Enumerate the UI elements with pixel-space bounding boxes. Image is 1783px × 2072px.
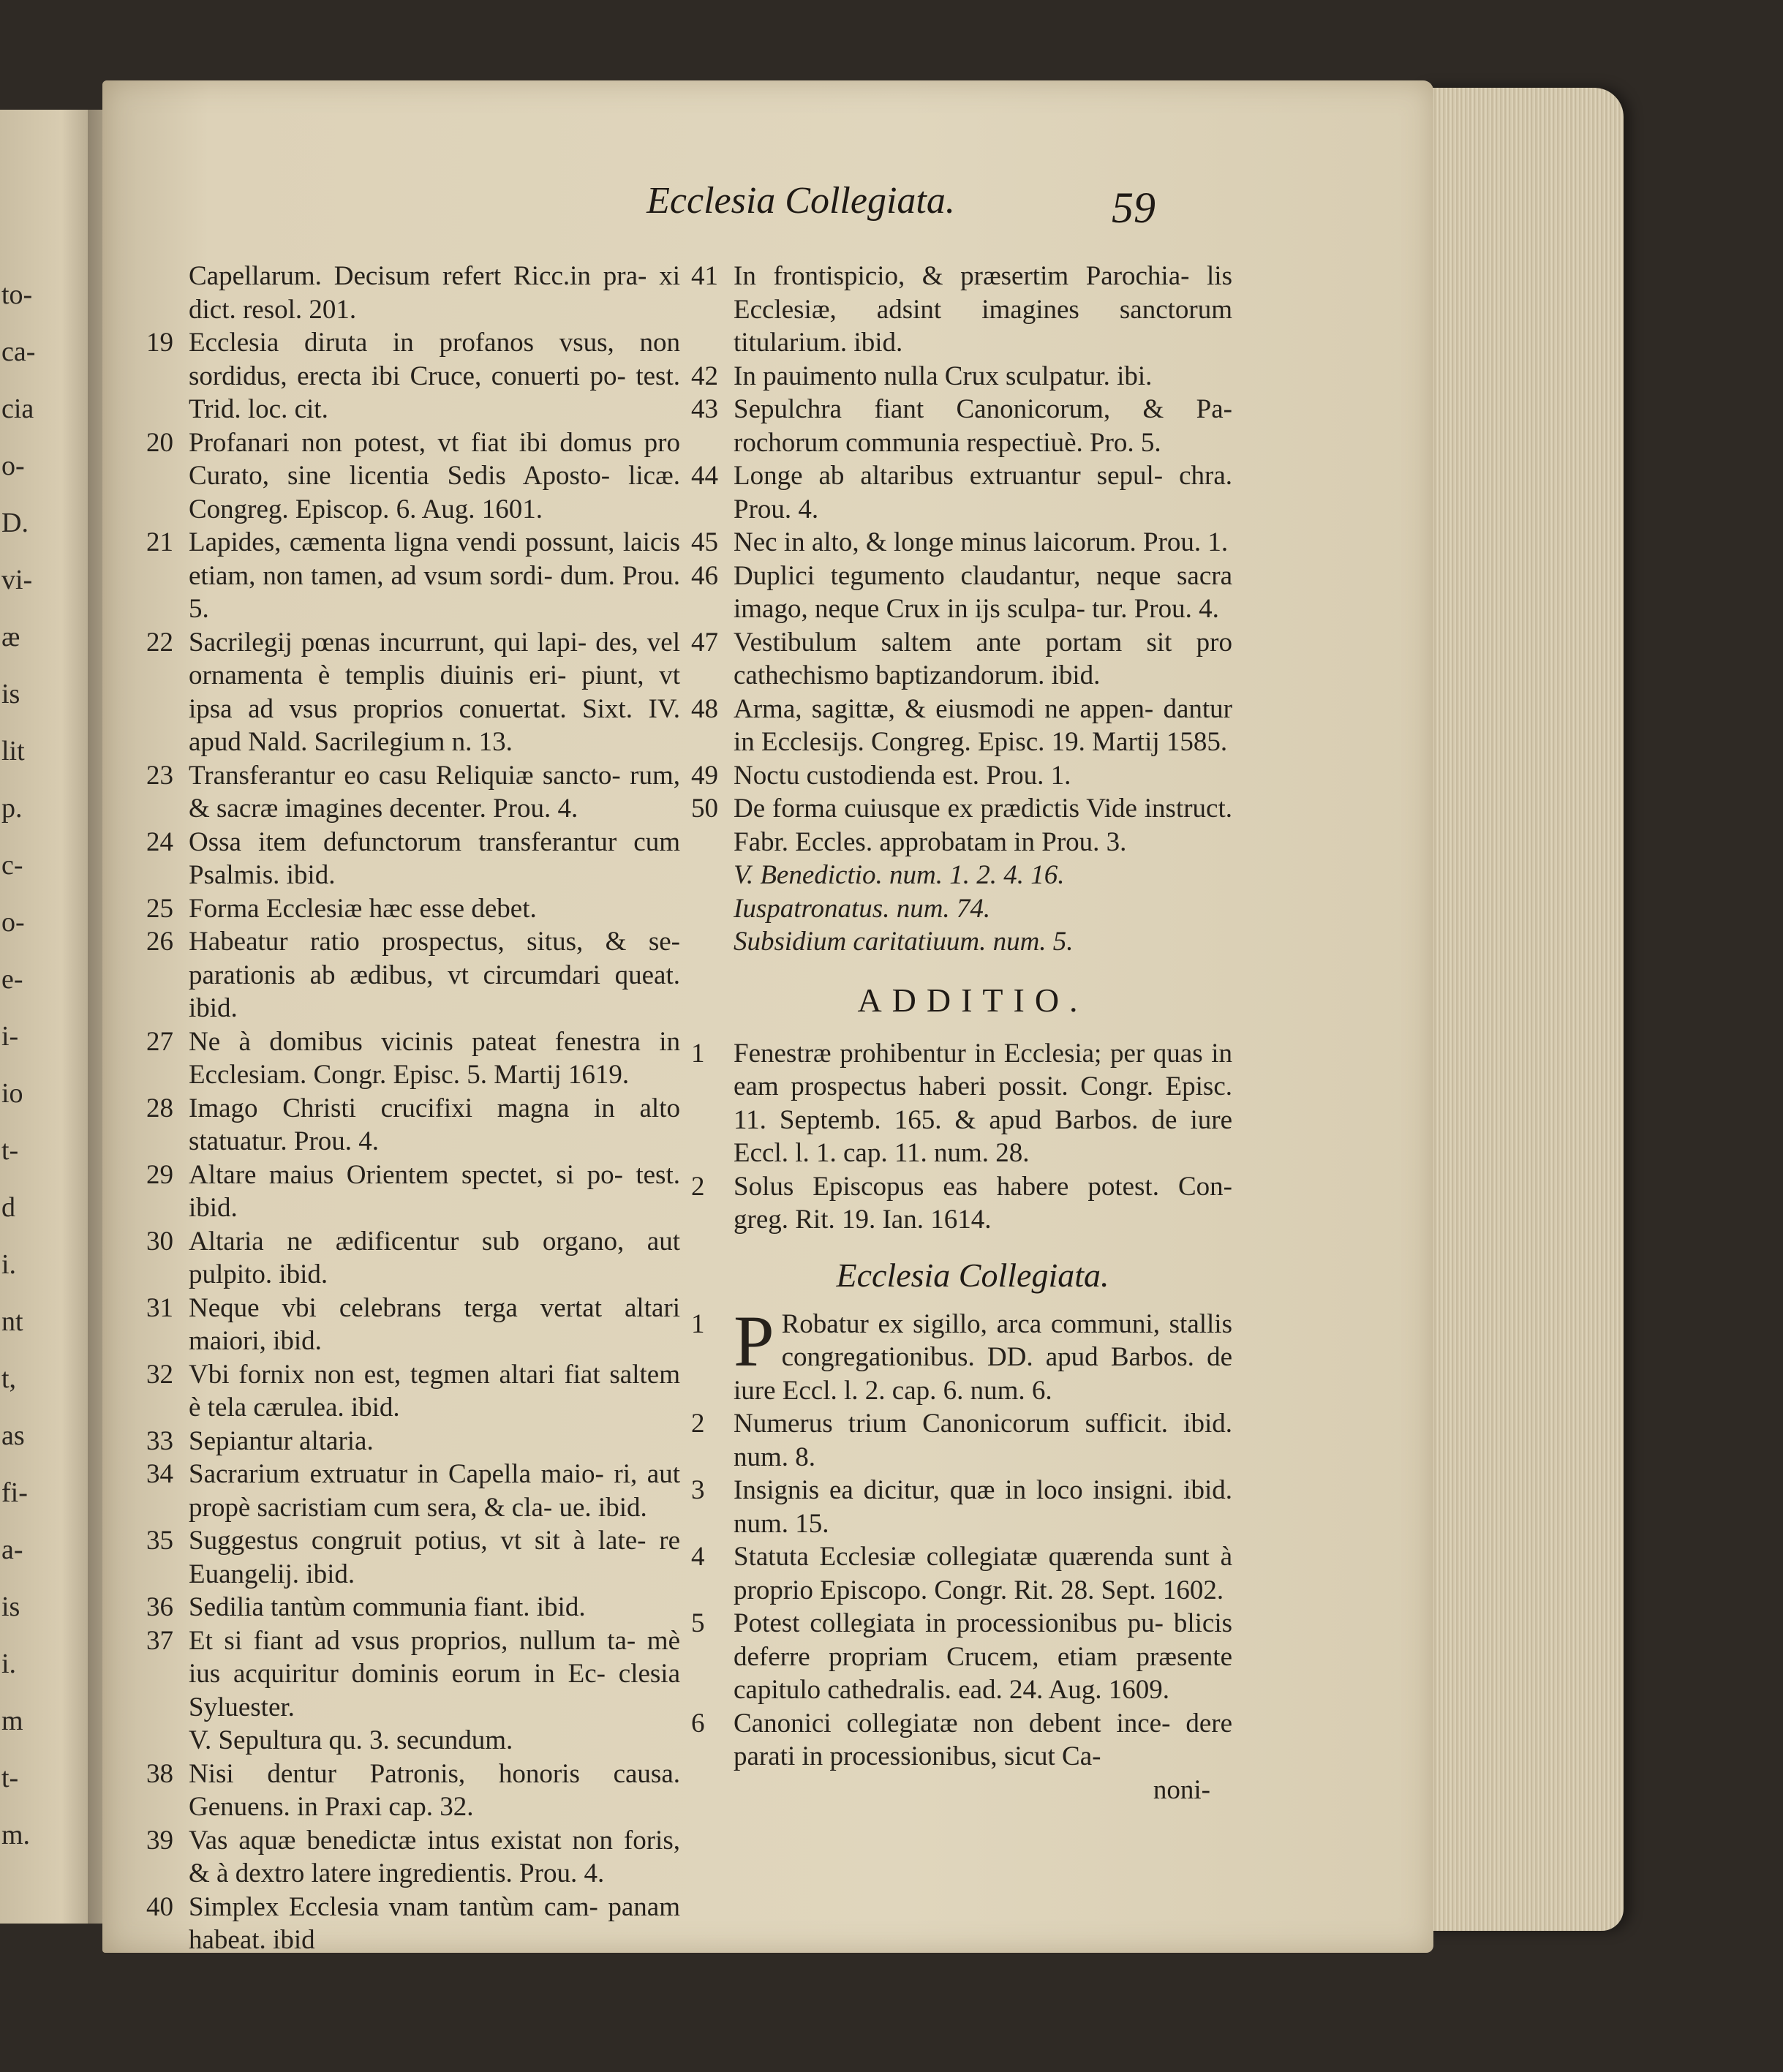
facing-page-text-fragment: i- — [1, 1021, 19, 1052]
entries-41-50 — [691, 260, 1232, 859]
collegiata-entry — [691, 1300, 1232, 1408]
entry-number: 33 — [146, 1425, 173, 1456]
collegiata-entry — [691, 1474, 1232, 1540]
catchword: noni- — [1153, 1774, 1210, 1805]
right-column — [691, 260, 1232, 1807]
collegiata-entry — [691, 1707, 1232, 1774]
cross-references — [691, 859, 1232, 959]
entry-number: 43 — [691, 394, 718, 424]
right-entry — [691, 526, 1232, 560]
facing-page-text-fragment: nt — [1, 1306, 23, 1337]
entry-number: 36 — [146, 1592, 173, 1622]
cross-reference: Subsidium caritatiuum. num. 5. — [734, 927, 1074, 957]
entry-text: Imago Christi crucifixi magna in alto statuatur. Prou. 4. — [189, 1093, 680, 1156]
left-column — [146, 260, 680, 1957]
left-entry — [146, 260, 680, 326]
left-entry — [146, 1225, 680, 1292]
facing-page-text-fragment: c- — [1, 850, 23, 881]
facing-page-text-fragment: o- — [1, 451, 25, 481]
entry-text: V. Sepultura qu. 3. secundum. — [189, 1725, 513, 1755]
entry-number: 29 — [146, 1159, 173, 1190]
right-entry — [691, 560, 1232, 626]
entry-text: Altaria ne ædificentur sub organo, aut pulpito. ibid. — [189, 1226, 680, 1289]
collegiata-entry — [691, 1407, 1232, 1474]
additio-entries — [691, 1037, 1232, 1237]
entry-number: 27 — [146, 1026, 173, 1057]
entry-text: Lapides, cæmenta ligna vendi possunt, laicis etiam, non tamen, ad vsum sordi- dum. Prou. 5. — [189, 527, 680, 624]
entry-text: Simplex Ecclesia vnam tantùm cam- panam habeat. ibid — [189, 1891, 680, 1955]
entry-text: Ossa item defunctorum transferantur cum Psalmis. ibid. — [189, 826, 680, 890]
left-entry — [146, 526, 680, 626]
left-entry — [146, 1458, 680, 1524]
entry-text: Statuta Ecclesiæ collegiatæ quærenda sunt à proprio Episcopo. Congr. Rit. 28. Sept. 1602. — [734, 1542, 1232, 1605]
entry-number: 2 — [691, 1409, 705, 1439]
left-entry — [146, 1025, 680, 1092]
entry-text: Habeatur ratio prospectus, situs, & se- parationis ab ædibus, vt circumdari queat. ibid. — [189, 927, 680, 1023]
facing-page-text-fragment: io — [1, 1078, 23, 1109]
entry-number: 40 — [146, 1891, 173, 1922]
left-entry — [146, 326, 680, 426]
entry-number: 32 — [146, 1359, 173, 1390]
left-entry — [146, 1891, 680, 1957]
entry-number: 26 — [146, 927, 173, 957]
entry-text: Sepiantur altaria. — [189, 1425, 374, 1456]
cross-reference: Iuspatronatus. num. 74. — [734, 893, 991, 924]
facing-page-text-fragment: i. — [1, 1249, 17, 1280]
left-entry — [146, 1724, 680, 1758]
entry-text: Sedilia tantùm communia fiant. ibid. — [189, 1592, 586, 1622]
entry-number: 47 — [691, 627, 718, 658]
entry-text: Profanari non potest, vt fiat ibi domus pro Curato, sine licentia Sedis Aposto- licæ. Congreg. Episcop. 6. Aug. 1601. — [189, 427, 680, 524]
entry-text: Duplici tegumento claudantur, neque sacra imago, neque Crux in ijs sculpa- tur. Prou. 4. — [734, 560, 1232, 624]
left-entry — [146, 1591, 680, 1624]
left-entry — [146, 826, 680, 892]
entry-text: Longe ab altaribus extruantur sepul- chra. Prou. 4. — [734, 461, 1232, 524]
entry-number: 35 — [146, 1526, 173, 1556]
facing-page-text-fragment: fi- — [1, 1477, 28, 1508]
entry-text: Altare maius Orientem spectet, si po- test. ibid. — [189, 1159, 680, 1223]
entry-number: 24 — [146, 826, 173, 857]
entry-text: Arma, sagittæ, & eiusmodi ne appen- dantur in Ecclesijs. Congreg. Episc. 19. Martij 1585. — [734, 693, 1232, 757]
left-entry — [146, 426, 680, 527]
entry-number: 37 — [146, 1625, 173, 1656]
facing-page-text-fragment: a- — [1, 1534, 23, 1565]
facing-page-text-fragment: to- — [1, 279, 33, 310]
right-entry — [691, 626, 1232, 693]
entry-text: In pauimento nulla Crux sculpatur. ibi. — [734, 361, 1153, 391]
facing-page-fragment — [0, 110, 102, 1924]
facing-page-text-fragment: m — [1, 1706, 23, 1736]
entry-text: Et si fiant ad vsus proprios, nullum ta- mè ius acquiritur dominis eorum in Ec- clesia Syluester. — [189, 1625, 680, 1722]
left-entry — [146, 1425, 680, 1458]
entry-text: In frontispicio, & præsertim Parochia- lis Ecclesiæ, adsint imagines sanctorum titularium. ibid. — [734, 261, 1232, 358]
entry-text: Vbi fornix non est, tegmen altari fiat saltem è tela cærulea. ibid. — [189, 1359, 680, 1423]
collegiata-heading: Ecclesia Collegiata. — [836, 1256, 1109, 1294]
entry-number: 20 — [146, 427, 173, 458]
entry-number: 5 — [691, 1608, 705, 1638]
facing-page-text-fragment: lit — [1, 736, 25, 766]
additio-heading: ADDITIO. — [857, 981, 1088, 1019]
left-entry — [146, 626, 680, 759]
entry-number: 31 — [146, 1292, 173, 1323]
entry-number: 25 — [146, 893, 173, 924]
additio-entry — [691, 1037, 1232, 1170]
facing-page-text-fragment: is — [1, 1591, 20, 1622]
facing-page-text-fragment: d — [1, 1192, 15, 1223]
left-entry — [146, 1159, 680, 1225]
entry-text: Insignis ea dicitur, quæ in loco insigni. ibid. num. 15. — [734, 1475, 1232, 1539]
right-entry — [691, 693, 1232, 759]
entry-text: Transferantur eo casu Reliquiæ sancto- rum, & sacræ imagines decenter. Prou. 4. — [189, 760, 680, 824]
entry-number: 39 — [146, 1825, 173, 1856]
entry-number: 30 — [146, 1226, 173, 1257]
left-entry — [146, 1292, 680, 1358]
entry-number: 44 — [691, 461, 718, 491]
entry-text: Suggestus congruit potius, vt sit à late- re Euangelij. ibid. — [189, 1526, 680, 1589]
left-entry — [146, 1824, 680, 1891]
entry-text: Canonici collegiatæ non debent ince- dere parati in processionibus, sicut Ca- — [734, 1708, 1232, 1771]
entry-number: 42 — [691, 361, 718, 391]
left-entry — [146, 925, 680, 1025]
entry-number: 50 — [691, 794, 718, 824]
entry-number: 6 — [691, 1708, 705, 1738]
right-entry — [691, 759, 1232, 793]
entry-text: Noctu custodienda est. Prou. 1. — [734, 760, 1071, 791]
entry-number: 2 — [691, 1171, 705, 1202]
page-edges — [1419, 88, 1624, 1931]
entry-number: 49 — [691, 760, 718, 791]
facing-page-text-fragment: D. — [1, 508, 29, 538]
entry-text: P Robatur ex sigillo, arca communi, stallis congregationibus. DD. apud Barbos. de iure Eccl. l. 2. cap. 6. num. 6. — [734, 1300, 1232, 1406]
collegiata-entry — [691, 1607, 1232, 1707]
entry-number: 48 — [691, 693, 718, 724]
entry-text: Neque vbi celebrans terga vertat altari maiori, ibid. — [189, 1292, 680, 1356]
facing-page-text-fragment: ca- — [1, 336, 36, 367]
entry-text: Forma Ecclesiæ hæc esse debet. — [189, 893, 537, 924]
entry-text: Nisi dentur Patronis, honoris causa. Genuens. in Praxi cap. 32. — [189, 1758, 680, 1822]
facing-page-text-fragment: t- — [1, 1763, 19, 1793]
left-entry — [146, 1758, 680, 1824]
facing-page-text-fragment: as — [1, 1420, 25, 1451]
entry-number: 38 — [146, 1758, 173, 1789]
entry-number: 21 — [146, 527, 173, 557]
collegiata-entries — [691, 1300, 1232, 1774]
facing-page-text-fragment: o- — [1, 907, 25, 938]
entry-text: Ne à domibus vicinis pateat fenestra in Ecclesiam. Congr. Episc. 5. Martij 1619. — [189, 1026, 680, 1090]
entry-text: De forma cuiusque ex prædictis Vide instruct. Fabr. Eccles. approbatam in Prou. 3. — [734, 794, 1232, 857]
right-entry — [691, 360, 1232, 393]
entry-number: 4 — [691, 1542, 705, 1572]
facing-page-text-fragment: i. — [1, 1649, 17, 1679]
entry-text: Nec in alto, & longe minus laicorum. Prou. 1. — [734, 527, 1229, 557]
entry-text: Solus Episcopus eas habere potest. Con- greg. Rit. 19. Ian. 1614. — [734, 1171, 1232, 1235]
additio-entry — [691, 1170, 1232, 1237]
left-entry — [146, 1524, 680, 1591]
entry-number: 3 — [691, 1475, 705, 1505]
entry-number: 46 — [691, 560, 718, 591]
entry-text: Vas aquæ benedictæ intus existat non foris, & à dextro latere ingredientis. Prou. 4. — [189, 1825, 680, 1888]
facing-page-text-fragment: m. — [1, 1820, 31, 1850]
right-entry — [691, 260, 1232, 360]
left-entry — [146, 892, 680, 926]
facing-page-text-fragment: is — [1, 679, 20, 709]
entry-number: 22 — [146, 627, 173, 658]
entry-text: Ecclesia diruta in profanos vsus, non sordidus, erecta ibi Cruce, conuerti po- test. Trid. loc. cit. — [189, 328, 680, 424]
entry-text: Capellarum. Decisum refert Ricc.in pra- xi dict. resol. 201. — [189, 261, 680, 325]
drop-cap: P — [734, 1300, 774, 1382]
entry-text: Sacrilegij pœnas incurrunt, qui lapi- des, vel ornamenta è templis diuinis eri- piunt, vt ipsa ad vsus proprios conuertat. Sixt. IV. apud Nald. Sacrilegium n. 13. — [189, 627, 680, 757]
entry-number: 41 — [691, 261, 718, 291]
cross-reference: V. Benedictio. num. 1. 2. 4. 16. — [734, 860, 1065, 890]
entry-number: 1 — [691, 1038, 705, 1069]
entry-number: 28 — [146, 1093, 173, 1123]
entry-number: 45 — [691, 527, 718, 557]
facing-page-text-fragment: t- — [1, 1135, 19, 1166]
left-entry — [146, 1358, 680, 1425]
left-entry — [146, 759, 680, 826]
entry-text: Sepulchra fiant Canonicorum, & Pa- rochorum communia respectiuè. Pro. 5. — [734, 394, 1232, 458]
entry-text: Fenestræ prohibentur in Ecclesia; per quas in eam prospectus haberi possit. Congr. Episc. 11. Septemb. 165. & apud Barbos. de iure Eccl. l. 1. cap. 11. num. 28. — [734, 1038, 1232, 1168]
entry-number: 1 — [691, 1308, 705, 1339]
entry-number: 19 — [146, 328, 173, 358]
right-entry — [691, 792, 1232, 859]
facing-page-text-fragment: p. — [1, 793, 23, 824]
running-head: Ecclesia Collegiata. — [647, 180, 955, 222]
facing-page-text-fragment: t, — [1, 1363, 17, 1394]
facing-page-text-fragment: cia — [1, 393, 34, 424]
entry-text: Vestibulum saltem ante portam sit pro cathechismo baptizandorum. ibid. — [734, 627, 1232, 690]
entry-text: Sacrarium extruatur in Capella maio- ri, aut propè sacristiam cum sera, & cla- ue. ibid. — [189, 1459, 680, 1523]
left-entry — [146, 1092, 680, 1159]
entry-text: Potest collegiata in processionibus pu- blicis deferre propriam Crucem, etiam præsente capitulo cathedralis. ead. 24. Aug. 1609. — [734, 1608, 1232, 1705]
entry-number: 23 — [146, 760, 173, 791]
facing-page-text-fragment: æ — [1, 622, 20, 652]
entry-text: Numerus trium Canonicorum sufficit. ibid. num. 8. — [734, 1409, 1232, 1472]
right-entry — [691, 459, 1232, 526]
right-entry — [691, 393, 1232, 459]
collegiata-entry — [691, 1540, 1232, 1607]
left-entry — [146, 1624, 680, 1725]
facing-page-text-fragment: vi- — [1, 565, 33, 595]
page-number: 59 — [1112, 184, 1156, 232]
facing-page-text-fragment: e- — [1, 964, 23, 995]
entry-number: 34 — [146, 1459, 173, 1489]
